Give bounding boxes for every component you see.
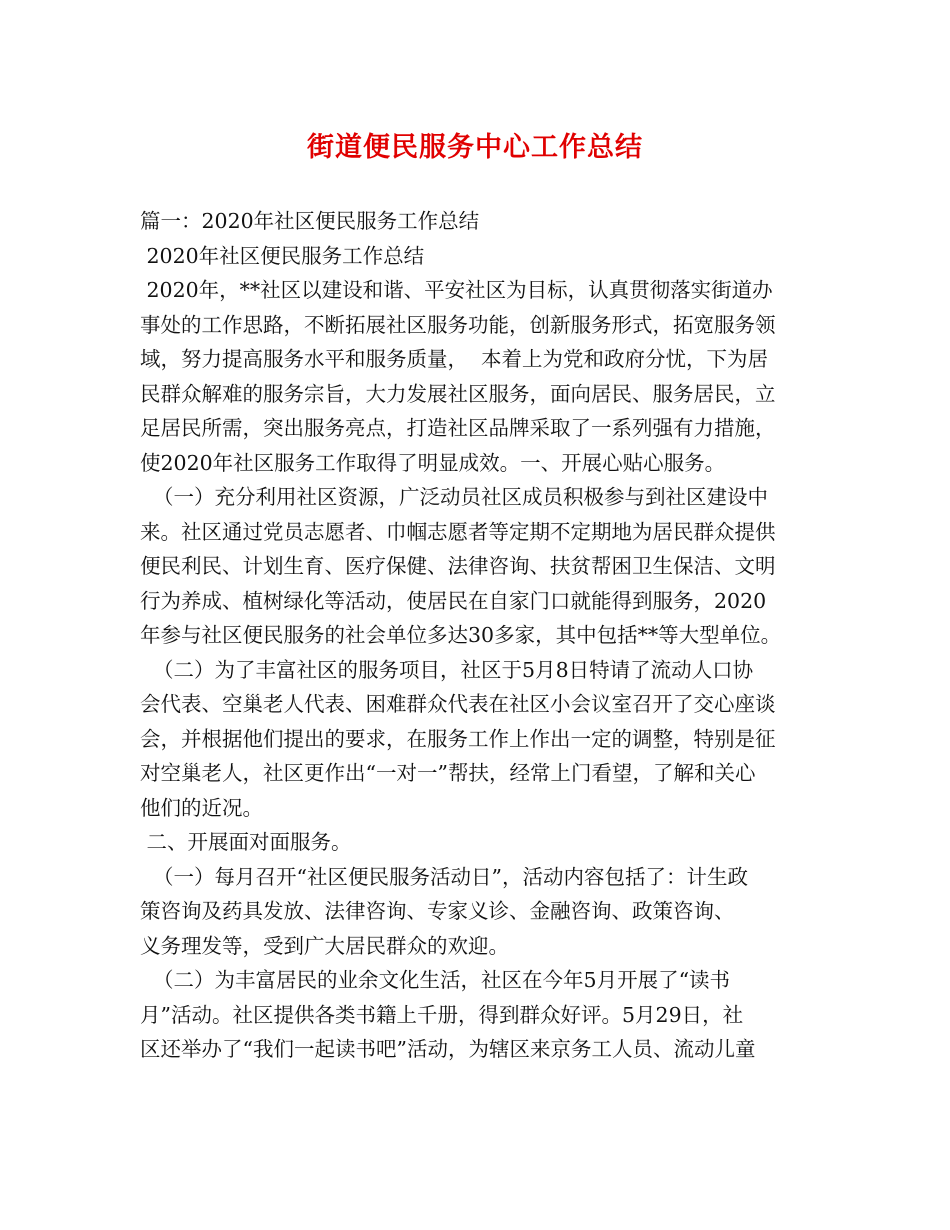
body-line: 区还举办了“我们一起读书吧”活动，为辖区来京务工人员、流动儿童 [140, 1037, 756, 1061]
body-line: 义务理发等，受到广大居民群众的欢迎。 [140, 933, 509, 958]
body-line: 会代表、空巢老人代表、困难群众代表在社区小会议室召开了交心座谈 [140, 692, 776, 716]
body-line: 月”活动。社区提供各类书籍上千册，得到群众好评。5月29日，社 [140, 1002, 744, 1027]
body-line: （二）为了丰富社区的服务项目，社区于5月8日特请了流动人口协 [140, 657, 754, 682]
body-line: （二）为丰富居民的业余文化生活，社区在今年5月开展了“读书 [140, 968, 731, 992]
body-line: 事处的工作思路，不断拓展社区服务功能，创新服务形式，拓宽服务领 [140, 312, 776, 337]
body-line: 他们的近况。 [140, 795, 263, 820]
body-line: 民群众解难的服务宗旨，大力发展社区服务，面向居民、服务居民，立 [140, 381, 776, 406]
body-line: 来。社区通过党员志愿者、巾帼志愿者等定期不定期地为居民群众提供 [140, 519, 776, 544]
body-line: 会，并根据他们提出的要求，在服务工作上作出一定的调整，特别是征 [140, 726, 776, 751]
document-title: 街道便民服务中心工作总结 [307, 132, 643, 163]
body-line: 2020年社区便民服务工作总结 [140, 243, 425, 268]
body-line: （一）充分利用社区资源，广泛动员社区成员积极参与到社区建设中 [140, 485, 769, 509]
body-line: 策咨询及药具发放、法律咨询、专家义诊、金融咨询、政策咨询、 [140, 899, 735, 923]
body-line: 对空巢老人，社区更作出“一对一”帮扶，经常上门看望，了解和关心 [140, 761, 756, 785]
body-line: 足居民所需，突出服务亮点，打造社区品牌采取了一系列强有力措施， [140, 416, 776, 440]
body-line: 篇一：2020年社区便民服务工作总结 [140, 209, 480, 233]
body-line: 域，努力提高服务水平和服务质量， 本着上为党和政府分忧，下为居 [140, 347, 769, 371]
body-line: 二、开展面对面服务。 [140, 830, 352, 854]
body-line: （一）每月召开“社区便民服务活动日”，活动内容包括了：计生政 [140, 864, 748, 889]
body-line: 2020年，**社区以建设和谐、平安社区为目标，认真贯彻落实街道办 [140, 278, 773, 302]
body-line: 行为养成、植树绿化等活动，使居民在自家门口就能得到服务，2020 [140, 588, 767, 613]
body-line: 便民利民、计划生育、医疗保健、法律咨询、扶贫帮困卫生保洁、文明 [140, 554, 776, 578]
document-body [140, 204, 820, 1067]
body-line: 使2020年社区服务工作取得了明显成效。一、开展心贴心服务。 [140, 450, 726, 475]
body-line: 年参与社区便民服务的社会单位多达30多家，其中包括**等大型单位。 [140, 623, 782, 647]
